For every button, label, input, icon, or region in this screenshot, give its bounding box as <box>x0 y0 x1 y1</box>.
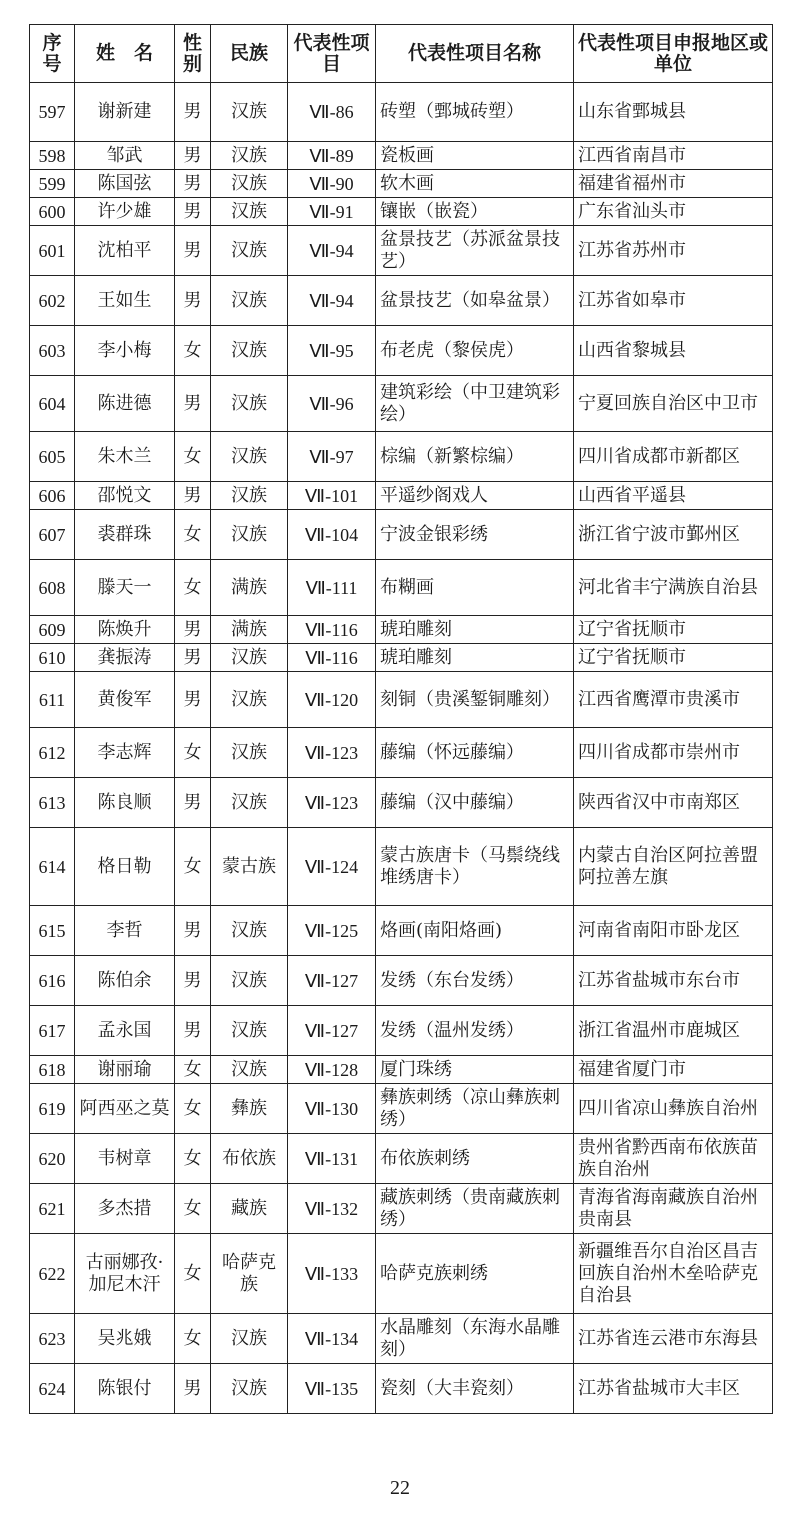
header-ethnicity: 民族 <box>211 25 288 83</box>
cell-project-name: 蒙古族唐卡（马鬃绕线堆绣唐卡） <box>376 828 574 906</box>
cell-project-no: Ⅶ-124 <box>288 828 376 906</box>
cell-seq: 607 <box>30 510 75 560</box>
cell-gender: 男 <box>175 956 211 1006</box>
cell-name: 邹武 <box>75 142 175 170</box>
cell-project-no: Ⅶ-89 <box>288 142 376 170</box>
cell-region: 陕西省汉中市南郑区 <box>574 778 773 828</box>
cell-ethnicity: 满族 <box>211 616 288 644</box>
table-row <box>30 432 773 482</box>
cell-gender: 男 <box>175 644 211 672</box>
table-row <box>30 1314 773 1364</box>
cell-seq: 601 <box>30 226 75 276</box>
cell-gender: 女 <box>175 828 211 906</box>
cell-region: 河南省南阳市卧龙区 <box>574 906 773 956</box>
cell-seq: 618 <box>30 1056 75 1084</box>
table-row <box>30 560 773 616</box>
cell-name: 多杰措 <box>75 1184 175 1234</box>
cell-region: 宁夏回族自治区中卫市 <box>574 376 773 432</box>
cell-name: 裘群珠 <box>75 510 175 560</box>
cell-seq: 604 <box>30 376 75 432</box>
cell-gender: 女 <box>175 1314 211 1364</box>
cell-gender: 男 <box>175 672 211 728</box>
cell-name: 陈焕升 <box>75 616 175 644</box>
table-row <box>30 644 773 672</box>
table-row <box>30 170 773 198</box>
header-project-no: 代表性项目 <box>288 25 376 83</box>
cell-name: 王如生 <box>75 276 175 326</box>
cell-region: 山西省平遥县 <box>574 482 773 510</box>
table-header-row <box>30 25 773 83</box>
cell-name: 孟永国 <box>75 1006 175 1056</box>
cell-gender: 女 <box>175 728 211 778</box>
header-project-name: 代表性项目名称 <box>376 25 574 83</box>
cell-project-no: Ⅶ-116 <box>288 616 376 644</box>
cell-gender: 女 <box>175 510 211 560</box>
cell-project-name: 瓷板画 <box>376 142 574 170</box>
cell-ethnicity: 汉族 <box>211 142 288 170</box>
cell-seq: 599 <box>30 170 75 198</box>
cell-seq: 616 <box>30 956 75 1006</box>
cell-project-no: Ⅶ-128 <box>288 1056 376 1084</box>
cell-name: 李小梅 <box>75 326 175 376</box>
cell-project-no: Ⅶ-94 <box>288 276 376 326</box>
cell-project-name: 盆景技艺（如皋盆景） <box>376 276 574 326</box>
cell-name: 黄俊军 <box>75 672 175 728</box>
cell-ethnicity: 汉族 <box>211 326 288 376</box>
cell-project-no: Ⅶ-91 <box>288 198 376 226</box>
cell-project-name: 藤编（怀远藤编） <box>376 728 574 778</box>
cell-seq: 619 <box>30 1084 75 1134</box>
cell-gender: 男 <box>175 142 211 170</box>
cell-seq: 609 <box>30 616 75 644</box>
cell-project-no: Ⅶ-134 <box>288 1314 376 1364</box>
cell-project-no: Ⅶ-131 <box>288 1134 376 1184</box>
cell-ethnicity: 汉族 <box>211 1056 288 1084</box>
table-row <box>30 906 773 956</box>
cell-region: 四川省成都市新都区 <box>574 432 773 482</box>
cell-region: 江西省鹰潭市贵溪市 <box>574 672 773 728</box>
cell-name: 古丽娜孜·加尼木汗 <box>75 1234 175 1314</box>
cell-gender: 男 <box>175 1006 211 1056</box>
cell-region: 辽宁省抚顺市 <box>574 616 773 644</box>
cell-project-name: 发绣（温州发绣） <box>376 1006 574 1056</box>
cell-name: 李志辉 <box>75 728 175 778</box>
cell-project-no: Ⅶ-111 <box>288 560 376 616</box>
cell-project-name: 刻铜（贵溪錾铜雕刻） <box>376 672 574 728</box>
cell-name: 谢新建 <box>75 83 175 142</box>
cell-project-no: Ⅶ-90 <box>288 170 376 198</box>
cell-project-name: 棕编（新繁棕编） <box>376 432 574 482</box>
cell-ethnicity: 彝族 <box>211 1084 288 1134</box>
cell-gender: 男 <box>175 198 211 226</box>
cell-seq: 608 <box>30 560 75 616</box>
cell-name: 朱木兰 <box>75 432 175 482</box>
cell-project-name: 琥珀雕刻 <box>376 644 574 672</box>
cell-ethnicity: 汉族 <box>211 1314 288 1364</box>
cell-gender: 男 <box>175 276 211 326</box>
cell-region: 河北省丰宁满族自治县 <box>574 560 773 616</box>
cell-project-no: Ⅶ-104 <box>288 510 376 560</box>
cell-project-name: 瓷刻（大丰瓷刻） <box>376 1364 574 1414</box>
cell-ethnicity: 汉族 <box>211 1006 288 1056</box>
table-row <box>30 1134 773 1184</box>
table-row <box>30 376 773 432</box>
cell-project-name: 水晶雕刻（东海水晶雕刻） <box>376 1314 574 1364</box>
table-row <box>30 1184 773 1234</box>
cell-ethnicity: 汉族 <box>211 956 288 1006</box>
cell-seq: 600 <box>30 198 75 226</box>
table-row <box>30 326 773 376</box>
header-gender: 性别 <box>175 25 211 83</box>
cell-gender: 男 <box>175 226 211 276</box>
table-row <box>30 276 773 326</box>
cell-gender: 男 <box>175 170 211 198</box>
cell-project-name: 宁波金银彩绣 <box>376 510 574 560</box>
cell-region: 内蒙古自治区阿拉善盟阿拉善左旗 <box>574 828 773 906</box>
cell-gender: 女 <box>175 432 211 482</box>
cell-ethnicity: 汉族 <box>211 198 288 226</box>
cell-name: 龚振涛 <box>75 644 175 672</box>
table-row <box>30 226 773 276</box>
cell-ethnicity: 布依族 <box>211 1134 288 1184</box>
cell-project-no: Ⅶ-97 <box>288 432 376 482</box>
cell-region: 江苏省苏州市 <box>574 226 773 276</box>
cell-seq: 610 <box>30 644 75 672</box>
cell-name: 陈进德 <box>75 376 175 432</box>
cell-name: 许少雄 <box>75 198 175 226</box>
cell-project-name: 软木画 <box>376 170 574 198</box>
cell-gender: 男 <box>175 376 211 432</box>
cell-project-no: Ⅶ-130 <box>288 1084 376 1134</box>
cell-name: 谢丽瑜 <box>75 1056 175 1084</box>
cell-seq: 620 <box>30 1134 75 1184</box>
cell-project-no: Ⅶ-95 <box>288 326 376 376</box>
cell-region: 江苏省盐城市大丰区 <box>574 1364 773 1414</box>
page-number: 22 <box>390 1477 410 1499</box>
header-seq: 序号 <box>30 25 75 83</box>
cell-name: 邵悦文 <box>75 482 175 510</box>
cell-project-no: Ⅶ-127 <box>288 956 376 1006</box>
table-row <box>30 956 773 1006</box>
cell-project-no: Ⅶ-125 <box>288 906 376 956</box>
cell-project-no: Ⅶ-101 <box>288 482 376 510</box>
cell-seq: 613 <box>30 778 75 828</box>
cell-gender: 男 <box>175 482 211 510</box>
table-row <box>30 1364 773 1414</box>
cell-project-no: Ⅶ-86 <box>288 83 376 142</box>
cell-project-name: 镶嵌（嵌瓷） <box>376 198 574 226</box>
cell-project-no: Ⅶ-127 <box>288 1006 376 1056</box>
table-row <box>30 672 773 728</box>
cell-project-name: 建筑彩绘（中卫建筑彩绘） <box>376 376 574 432</box>
cell-ethnicity: 汉族 <box>211 1364 288 1414</box>
cell-region: 江苏省盐城市东台市 <box>574 956 773 1006</box>
header-region: 代表性项目申报地区或单位 <box>574 25 773 83</box>
cell-ethnicity: 藏族 <box>211 1184 288 1234</box>
table-row <box>30 142 773 170</box>
cell-gender: 女 <box>175 560 211 616</box>
table-row <box>30 83 773 142</box>
cell-project-no: Ⅶ-120 <box>288 672 376 728</box>
cell-project-name: 彝族刺绣（凉山彝族刺绣） <box>376 1084 574 1134</box>
cell-ethnicity: 汉族 <box>211 510 288 560</box>
cell-region: 福建省福州市 <box>574 170 773 198</box>
cell-project-no: Ⅶ-123 <box>288 728 376 778</box>
cell-project-name: 烙画(南阳烙画) <box>376 906 574 956</box>
cell-name: 陈银付 <box>75 1364 175 1414</box>
cell-ethnicity: 汉族 <box>211 672 288 728</box>
cell-region: 江苏省如皋市 <box>574 276 773 326</box>
cell-gender: 女 <box>175 326 211 376</box>
cell-region: 江西省南昌市 <box>574 142 773 170</box>
cell-gender: 女 <box>175 1234 211 1314</box>
cell-ethnicity: 满族 <box>211 560 288 616</box>
cell-ethnicity: 汉族 <box>211 482 288 510</box>
table-row <box>30 1084 773 1134</box>
cell-seq: 617 <box>30 1006 75 1056</box>
cell-name: 李哲 <box>75 906 175 956</box>
cell-seq: 611 <box>30 672 75 728</box>
cell-project-no: Ⅶ-94 <box>288 226 376 276</box>
cell-project-no: Ⅶ-96 <box>288 376 376 432</box>
cell-gender: 女 <box>175 1134 211 1184</box>
table-row <box>30 510 773 560</box>
cell-project-name: 砖塑（鄄城砖塑） <box>376 83 574 142</box>
table-body <box>30 83 773 1414</box>
cell-ethnicity: 哈萨克族 <box>211 1234 288 1314</box>
cell-name: 陈良顺 <box>75 778 175 828</box>
cell-gender: 女 <box>175 1184 211 1234</box>
cell-seq: 602 <box>30 276 75 326</box>
table-row <box>30 778 773 828</box>
cell-project-name: 发绣（东台发绣） <box>376 956 574 1006</box>
cell-region: 广东省汕头市 <box>574 198 773 226</box>
cell-ethnicity: 汉族 <box>211 376 288 432</box>
table-row <box>30 198 773 226</box>
cell-ethnicity: 汉族 <box>211 83 288 142</box>
cell-region: 江苏省连云港市东海县 <box>574 1314 773 1364</box>
table-row <box>30 728 773 778</box>
cell-project-no: Ⅶ-123 <box>288 778 376 828</box>
table-row <box>30 1234 773 1314</box>
cell-name: 陈国弦 <box>75 170 175 198</box>
cell-seq: 614 <box>30 828 75 906</box>
cell-seq: 623 <box>30 1314 75 1364</box>
cell-seq: 621 <box>30 1184 75 1234</box>
cell-project-name: 布老虎（黎侯虎） <box>376 326 574 376</box>
cell-seq: 622 <box>30 1234 75 1314</box>
cell-project-name: 藏族刺绣（贵南藏族刺绣） <box>376 1184 574 1234</box>
cell-name: 陈伯余 <box>75 956 175 1006</box>
cell-seq: 597 <box>30 83 75 142</box>
cell-region: 贵州省黔西南布依族苗族自治州 <box>574 1134 773 1184</box>
cell-project-name: 盆景技艺（苏派盆景技艺） <box>376 226 574 276</box>
cell-name: 阿西巫之莫 <box>75 1084 175 1134</box>
header-name: 姓 名 <box>75 25 175 83</box>
cell-ethnicity: 汉族 <box>211 644 288 672</box>
cell-gender: 男 <box>175 906 211 956</box>
cell-seq: 598 <box>30 142 75 170</box>
cell-region: 浙江省宁波市鄞州区 <box>574 510 773 560</box>
cell-project-no: Ⅶ-135 <box>288 1364 376 1414</box>
cell-region: 新疆维吾尔自治区昌吉回族自治州木垒哈萨克自治县 <box>574 1234 773 1314</box>
cell-gender: 男 <box>175 83 211 142</box>
cell-name: 韦树章 <box>75 1134 175 1184</box>
cell-project-name: 布依族刺绣 <box>376 1134 574 1184</box>
cell-region: 山西省黎城县 <box>574 326 773 376</box>
cell-region: 四川省凉山彝族自治州 <box>574 1084 773 1134</box>
cell-project-no: Ⅶ-116 <box>288 644 376 672</box>
cell-region: 山东省鄄城县 <box>574 83 773 142</box>
cell-ethnicity: 汉族 <box>211 226 288 276</box>
cell-seq: 624 <box>30 1364 75 1414</box>
cell-ethnicity: 汉族 <box>211 906 288 956</box>
heritage-inheritors-table <box>29 24 773 1414</box>
cell-seq: 606 <box>30 482 75 510</box>
cell-ethnicity: 汉族 <box>211 432 288 482</box>
table-row <box>30 616 773 644</box>
table-row <box>30 482 773 510</box>
cell-seq: 603 <box>30 326 75 376</box>
cell-project-name: 哈萨克族刺绣 <box>376 1234 574 1314</box>
cell-region: 四川省成都市崇州市 <box>574 728 773 778</box>
cell-project-name: 厦门珠绣 <box>376 1056 574 1084</box>
cell-project-name: 布糊画 <box>376 560 574 616</box>
cell-gender: 女 <box>175 1084 211 1134</box>
cell-ethnicity: 汉族 <box>211 778 288 828</box>
cell-ethnicity: 汉族 <box>211 728 288 778</box>
table-row <box>30 1006 773 1056</box>
cell-gender: 男 <box>175 1364 211 1414</box>
cell-name: 沈柏平 <box>75 226 175 276</box>
cell-gender: 男 <box>175 616 211 644</box>
cell-region: 辽宁省抚顺市 <box>574 644 773 672</box>
cell-ethnicity: 汉族 <box>211 276 288 326</box>
cell-seq: 612 <box>30 728 75 778</box>
cell-name: 格日勒 <box>75 828 175 906</box>
cell-seq: 615 <box>30 906 75 956</box>
cell-project-name: 琥珀雕刻 <box>376 616 574 644</box>
cell-region: 浙江省温州市鹿城区 <box>574 1006 773 1056</box>
cell-gender: 男 <box>175 778 211 828</box>
cell-region: 青海省海南藏族自治州贵南县 <box>574 1184 773 1234</box>
table-row <box>30 1056 773 1084</box>
cell-name: 吴兆娥 <box>75 1314 175 1364</box>
cell-region: 福建省厦门市 <box>574 1056 773 1084</box>
cell-project-no: Ⅶ-132 <box>288 1184 376 1234</box>
table-row <box>30 828 773 906</box>
cell-gender: 女 <box>175 1056 211 1084</box>
cell-seq: 605 <box>30 432 75 482</box>
cell-project-name: 平遥纱阁戏人 <box>376 482 574 510</box>
cell-ethnicity: 汉族 <box>211 170 288 198</box>
cell-ethnicity: 蒙古族 <box>211 828 288 906</box>
cell-project-name: 藤编（汉中藤编） <box>376 778 574 828</box>
cell-name: 滕天一 <box>75 560 175 616</box>
cell-project-no: Ⅶ-133 <box>288 1234 376 1314</box>
